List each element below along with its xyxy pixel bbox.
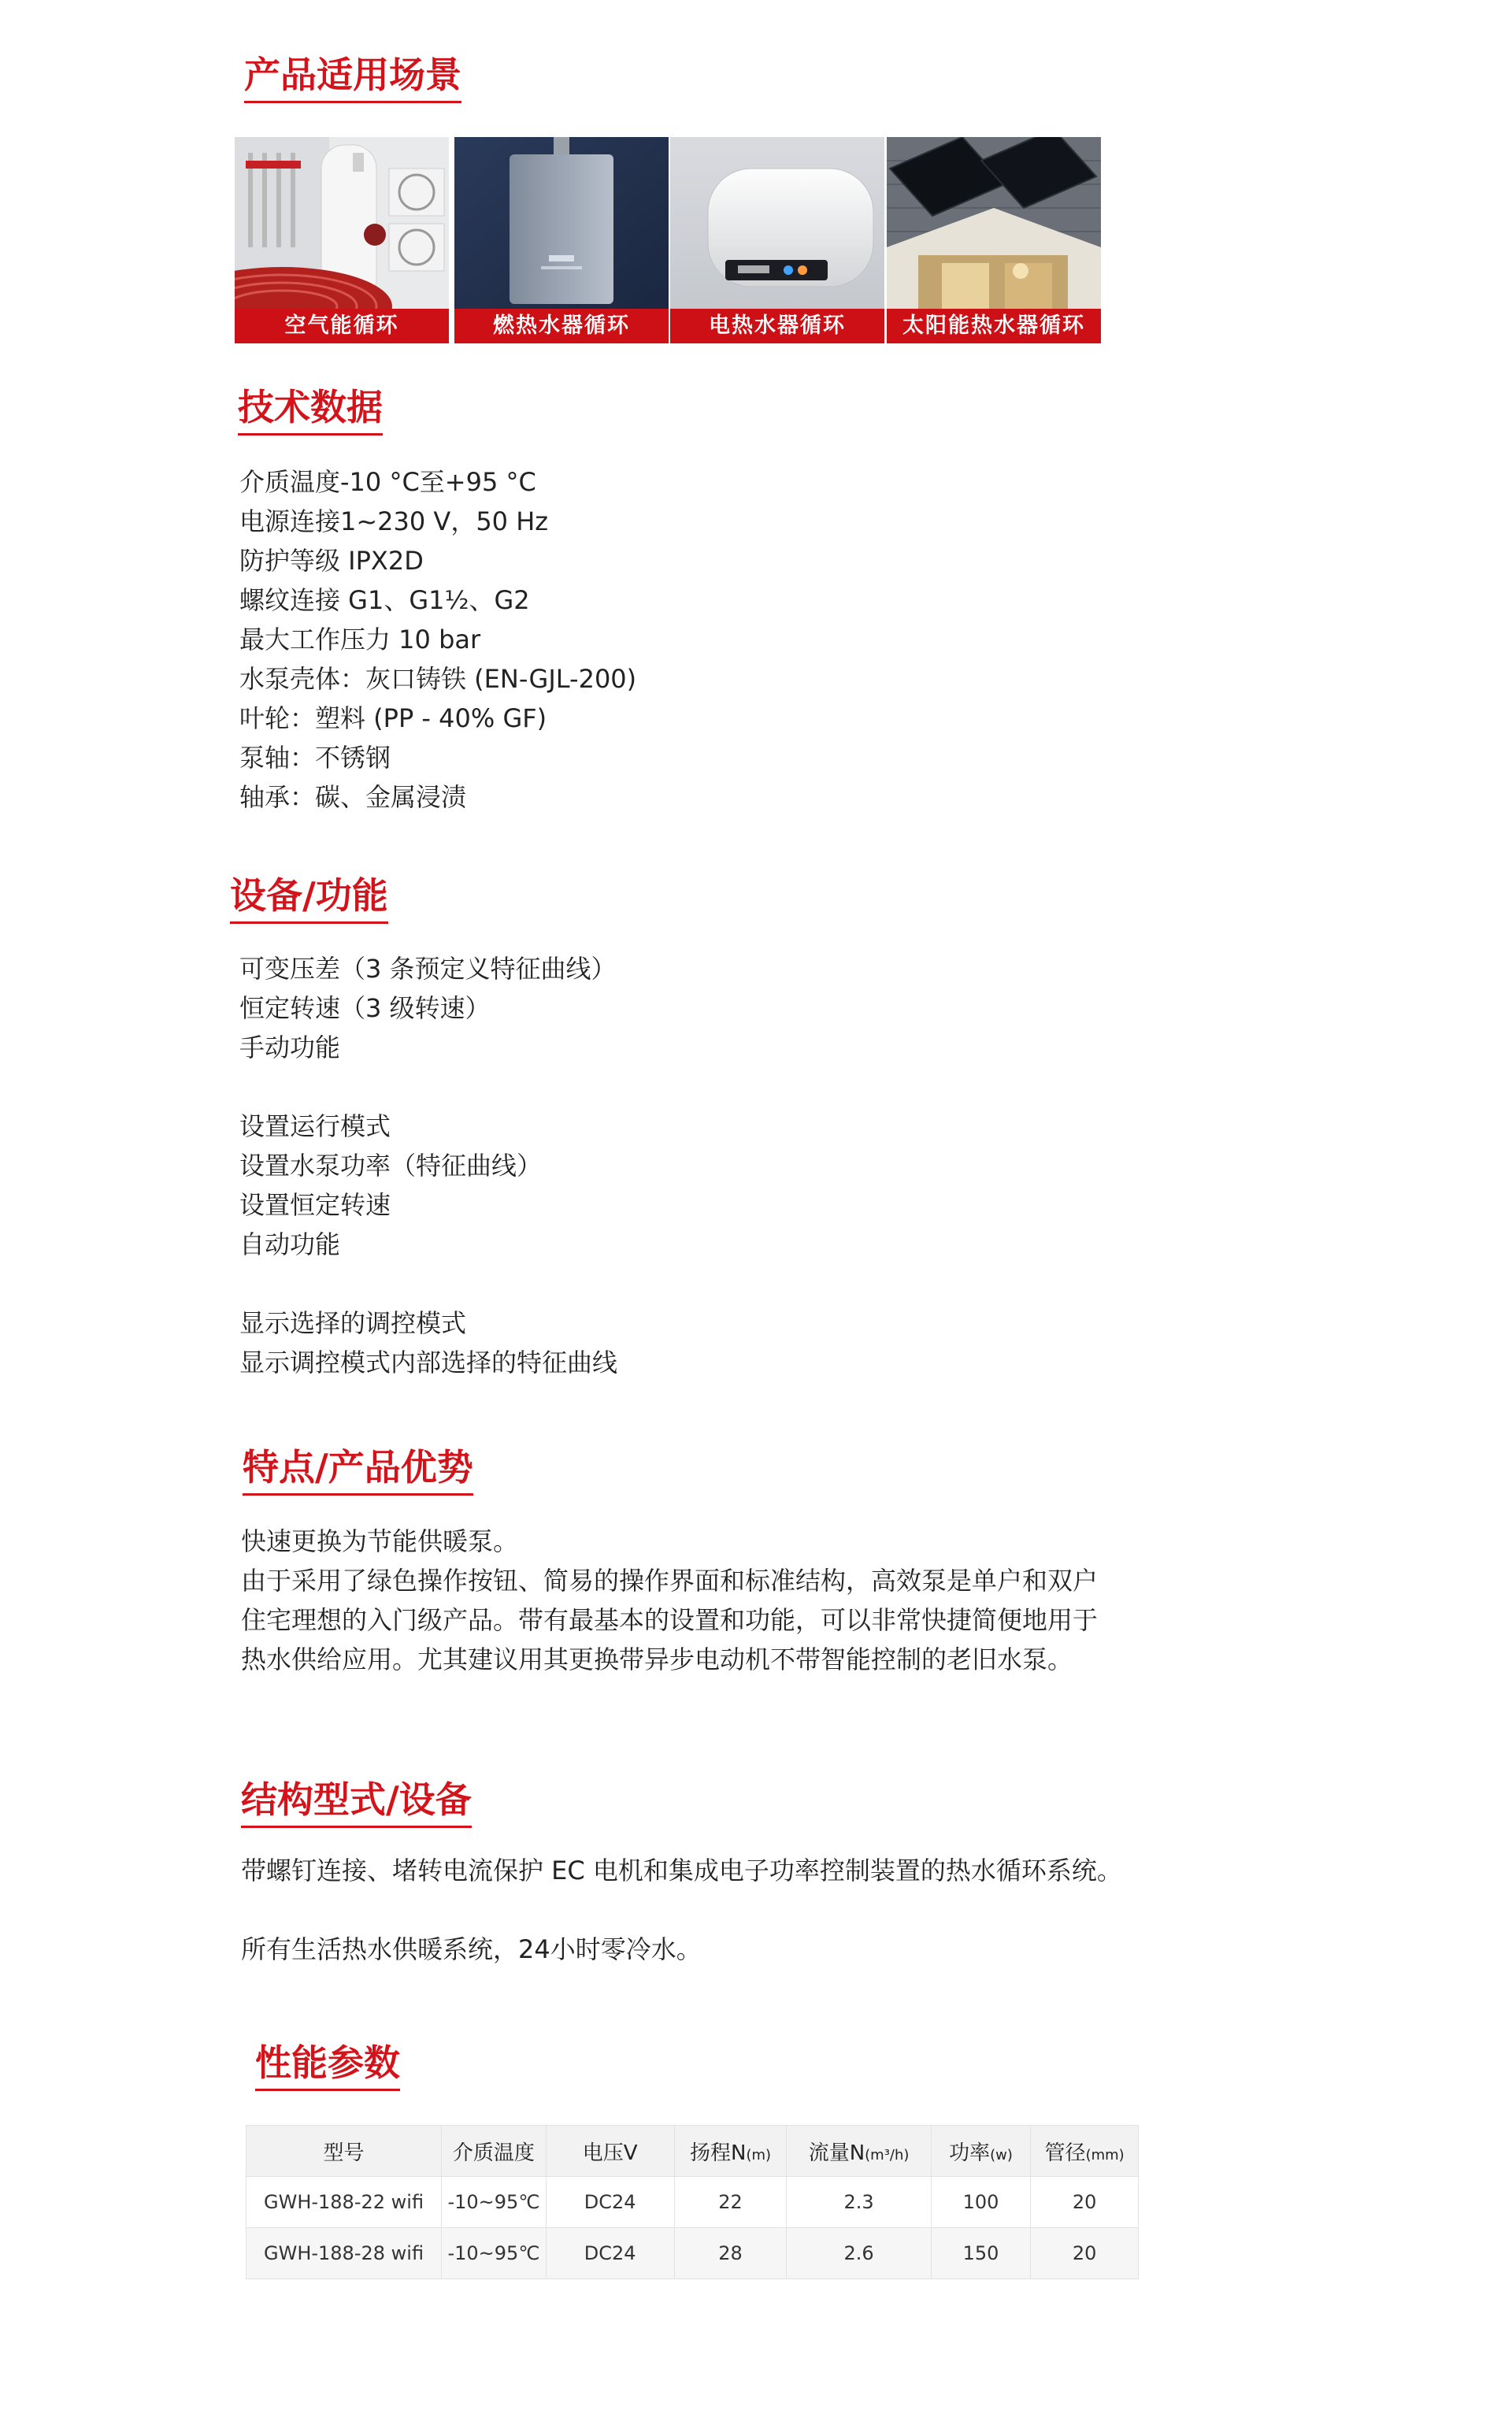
table-row xyxy=(246,2228,1139,2279)
tech-data-item: 电源连接1~230 V，50 Hz xyxy=(239,506,549,536)
cell-voltage: DC24 xyxy=(546,2228,674,2279)
tech-data-item: 螺纹连接 G1、G1½、G2 xyxy=(239,585,530,615)
structure-line: 带螺钉连接、堵转电流保护 EC 电机和集成电子功率控制装置的热水循环系统。 xyxy=(241,1856,1122,1885)
solar-water-heater-scene-icon xyxy=(887,137,1101,309)
tech-data-item: 泵轴：不锈钢 xyxy=(239,743,391,773)
scene-caption-solar: 太阳能热水器循环 xyxy=(887,309,1101,343)
cell-temp: -10~95℃ xyxy=(442,2177,547,2228)
equipment-item: 设置恒定转速 xyxy=(239,1190,391,1220)
scene-caption-gas: 燃热水器循环 xyxy=(454,309,669,343)
tech-data-item: 轴承：碳、金属浸渍 xyxy=(239,782,467,812)
equipment-item: 设置水泵功率（特征曲线） xyxy=(239,1151,543,1181)
cell-voltage: DC24 xyxy=(546,2177,674,2228)
equipment-item: 自动功能 xyxy=(239,1229,341,1259)
scene-caption-electric: 电热水器循环 xyxy=(670,309,884,343)
header-head: 扬程N(m) xyxy=(674,2126,787,2177)
header-temp: 介质温度 xyxy=(442,2126,547,2177)
structure-text xyxy=(241,1851,1122,1969)
gas-water-heater-scene-icon xyxy=(454,137,669,309)
equipment-item: 设置运行模式 xyxy=(239,1111,391,1141)
cell-pipe: 20 xyxy=(1031,2177,1139,2228)
cell-temp: -10~95℃ xyxy=(442,2228,547,2279)
cell-flow: 2.3 xyxy=(787,2177,931,2228)
cell-model: GWH-188-22 wifi xyxy=(246,2177,442,2228)
performance-section-title: 性能参数 xyxy=(255,2045,400,2091)
equipment-section-title: 设备/功能 xyxy=(230,877,388,924)
scene-tile-air xyxy=(235,137,449,343)
structure-section-title: 结构型式/设备 xyxy=(241,1782,472,1828)
header-flow: 流量N(m³/h) xyxy=(787,2126,931,2177)
features-line: 住宅理想的入门级产品。带有最基本的设置和功能，可以非常快捷简便地用于 xyxy=(241,1605,1099,1635)
cell-head: 28 xyxy=(674,2228,787,2279)
scene-caption-air: 空气能循环 xyxy=(235,309,449,343)
features-text xyxy=(241,1522,1098,1679)
features-line: 快速更换为节能供暖泵。 xyxy=(241,1526,519,1556)
equipment-item: 显示调控模式内部选择的特征曲线 xyxy=(239,1348,618,1377)
electric-water-heater-scene-icon xyxy=(670,137,884,309)
scene-tile-solar xyxy=(887,137,1101,343)
cell-flow: 2.6 xyxy=(787,2228,931,2279)
structure-line: 所有生活热水供暖系统，24小时零冷水。 xyxy=(241,1934,702,1964)
air-source-heat-pump-scene-icon xyxy=(235,137,449,309)
cell-model: GWH-188-28 wifi xyxy=(246,2228,442,2279)
cell-power: 100 xyxy=(931,2177,1031,2228)
tech-data-item: 防护等级 IPX2D xyxy=(239,546,424,576)
table-row xyxy=(246,2177,1139,2228)
tech-data-list xyxy=(239,462,636,817)
tech-section-title: 技术数据 xyxy=(238,389,383,436)
cell-power: 150 xyxy=(931,2228,1031,2279)
equipment-list xyxy=(239,949,617,1382)
scenes-section-title: 产品适用场景 xyxy=(244,57,461,103)
features-line: 由于采用了绿色操作按钮、简易的操作界面和标准结构，高效泵是单户和双户 xyxy=(241,1566,1099,1596)
equipment-item: 恒定转速（3 级转速） xyxy=(239,993,491,1023)
tech-data-item: 介质温度-10 °C至+95 °C xyxy=(239,467,536,497)
equipment-item: 显示选择的调控模式 xyxy=(239,1308,467,1338)
equipment-item: 可变压差（3 条预定义特征曲线） xyxy=(239,954,617,984)
header-power: 功率(w) xyxy=(931,2126,1031,2177)
scene-tile-electric xyxy=(670,137,884,343)
scene-tile-gas xyxy=(454,137,669,343)
tech-data-item: 水泵壳体：灰口铸铁 (EN-GJL-200) xyxy=(239,664,637,694)
features-section-title: 特点/产品优势 xyxy=(243,1449,473,1496)
features-line: 热水供给应用。尤其建议用其更换带异步电动机不带智能控制的老旧水泵。 xyxy=(241,1644,1073,1674)
cell-head: 22 xyxy=(674,2177,787,2228)
header-model: 型号 xyxy=(246,2126,442,2177)
equipment-item: 手动功能 xyxy=(239,1033,341,1062)
performance-table xyxy=(246,2125,1139,2279)
cell-pipe: 20 xyxy=(1031,2228,1139,2279)
tech-data-item: 最大工作压力 10 bar xyxy=(239,625,481,654)
header-pipe: 管径(mm) xyxy=(1031,2126,1139,2177)
tech-data-item: 叶轮：塑料 (PP - 40% GF) xyxy=(239,703,547,733)
header-voltage: 电压V xyxy=(546,2126,674,2177)
table-header-row xyxy=(246,2126,1139,2177)
